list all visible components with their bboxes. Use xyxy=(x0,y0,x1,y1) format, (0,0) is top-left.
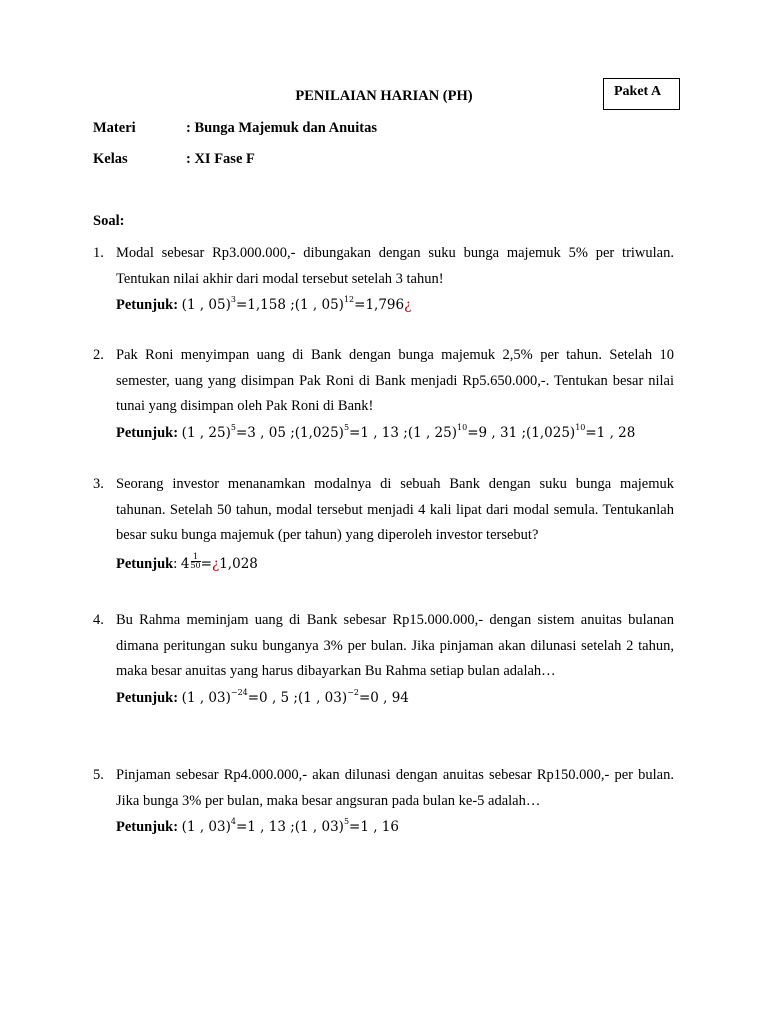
hint-label: Petunjuk: xyxy=(116,819,179,835)
hint-formula: (1 , 05)$^3$=1,158 ;(1 , 05)$^{12}$=1,796¿ xyxy=(181,295,412,313)
question-text: Modal sebesar Rp3.000.000,- dibungakan dengan suku bunga majemuk 5% per triwulan. Tentukan nilai akhir dari modal tersebut setelah 3 tahun! xyxy=(116,245,674,287)
question-1 xyxy=(93,241,674,318)
kelas-label: Kelas xyxy=(93,151,128,167)
hint xyxy=(116,420,674,446)
hint-label: Petunjuk xyxy=(116,555,174,572)
hint-formula: 4 $\frac{1}{50}$ =¿1,028 xyxy=(180,551,258,572)
kelas-row xyxy=(93,151,255,168)
kelas-value: : XI Fase F xyxy=(186,151,255,167)
materi-row xyxy=(93,120,377,137)
question-number: 5. xyxy=(93,767,104,783)
question-text: Pinjaman sebesar Rp4.000.000,- akan dilunasi dengan anuitas sebesar Rp150.000,- per bulan. Jika bunga 3% per bulan, maka besar angsuran pada bulan ke-5 adalah… xyxy=(116,767,674,809)
question-number: 2. xyxy=(93,347,104,363)
hint-label: Petunjuk: xyxy=(116,424,179,441)
hint-formula: (1 , 03)$^{-24}$=0 , 5 ;(1 , 03)$^{-2}$=0 , 94 xyxy=(181,687,409,706)
page-title: PENILAIAN HARIAN (PH) xyxy=(295,88,473,104)
question-text: Seorang investor menanamkan modalnya di sebuah Bank dengan suku bunga majemuk tahunan. Setelah 50 tahun, modal tersebut menjadi 4 kali lipat dari modal semula. Tentukanlah besar suku bunga majemuk (per tahun) yang diperoleh investor tersebut? xyxy=(116,476,674,543)
hint xyxy=(116,814,674,840)
materi-label: Materi xyxy=(93,120,136,136)
hint-label: Petunjuk: xyxy=(116,689,179,706)
question-2 xyxy=(93,343,674,446)
paket-label: Paket A xyxy=(614,84,662,99)
question-number: 4. xyxy=(93,612,104,628)
hint xyxy=(116,685,674,711)
hint-label: Petunjuk: xyxy=(116,297,179,313)
question-number: 1. xyxy=(93,245,104,261)
hint-formula: (1 , 03)$^4$=1 , 13 ;(1 , 03)$^5$=1 , 16 xyxy=(181,817,399,835)
question-number: 3. xyxy=(93,476,104,492)
soal-heading: Soal: xyxy=(93,213,125,229)
hint xyxy=(116,292,674,318)
question-4 xyxy=(93,608,674,711)
hint-formula: (1 , 25)$^5$=3 , 05 $;(1,025)^5=1$ , 13 ;(1 , 25)$^{10}$=9 , 31 $;(1,025)^{10}=1$ , 28 xyxy=(181,422,636,441)
question-5 xyxy=(93,763,674,840)
materi-value: : Bunga Majemuk dan Anuitas xyxy=(186,120,377,136)
exponent-fraction: $\frac{1}{50}$ xyxy=(190,551,201,570)
hint: Petunjuk: 4 $\frac{1}{50}$ =¿1,028 xyxy=(116,551,258,572)
question-text: Pak Roni menyimpan uang di Bank dengan bunga majemuk 2,5% per tahun. Setelah 10 semester, uang yang disimpan Pak Roni di Bank menjadi Rp5.650.000,-. Tentukan besar nilai tunai yang disimpan oleh Pak Roni di Bank! xyxy=(116,347,674,414)
question-text: Bu Rahma meminjam uang di Bank sebesar Rp15.000.000,- dengan sistem anuitas bulanan dimana peritungan suku bunganya 3% per bulan. Jika pinjaman akan dilunasi setelah 2 tahun, maka besar anuitas yang harus dibayarkan Bu Rahma setiap bulan adalah… xyxy=(116,612,674,679)
question-3 xyxy=(93,472,674,579)
